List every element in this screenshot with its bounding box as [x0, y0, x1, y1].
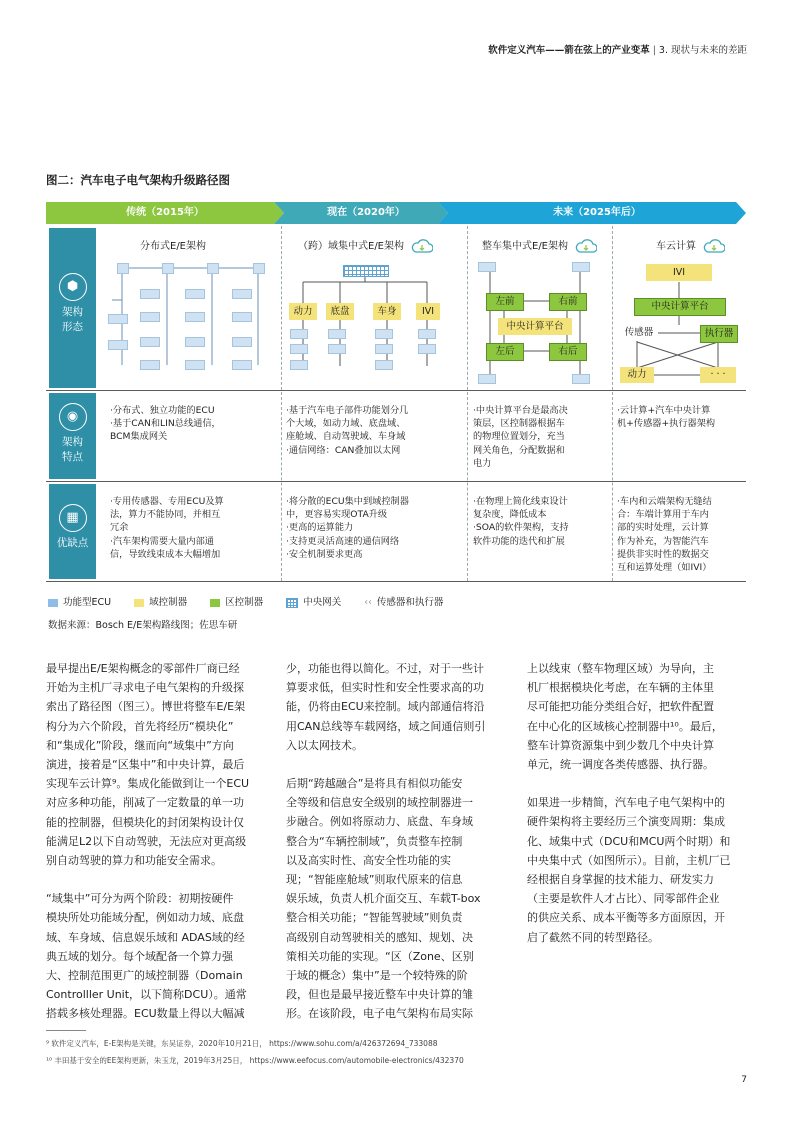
ecu-box: [418, 329, 436, 339]
figure-title: 图二：汽车电子电气架构升级路径图: [46, 173, 230, 187]
ecu-box: [108, 340, 128, 350]
body-column-3: [527, 659, 745, 966]
zone-controller-front-right: 右前: [549, 293, 587, 311]
ecu-box: [232, 312, 252, 322]
paragraph: 后期“跨越融合”是将具有相似功能安 全等级和信息安全级别的域控制器进一 步融合。例如将原动力、底盘、车身域 整合为“车辆控制域”，负责整车控制 以及高实时性、高安全性功能的实 现；“智能座舱域”则取代原来的信息 娱乐域，负责人机介面交互、车载T-box 整合相关功能；“智能驾驶域”则负责 高级别自动驾驶相关的感知、规划、决 策相关功能的实现。“区（Zone、区别 于域的概念）集中”是一个较特殊的阶 段，但也是最早接近整车中央计算的雏 形。在该阶段，电子电气架构布局实际: [286, 777, 481, 1021]
ecu-box: [140, 289, 160, 299]
ecu-box: [328, 344, 346, 354]
column-divider: [467, 226, 468, 581]
row-divider: [46, 581, 746, 582]
central-gateway-box: [343, 265, 389, 277]
legend-swatch: [48, 599, 58, 607]
proscons-vehicle-central: ·在物理上简化线束设计 复杂度，降低成本 ·SOA的软件架构，支持 软件功能的迭代和扩展: [473, 496, 569, 547]
ecu-box: [207, 263, 219, 274]
legend-swatch: ‹‹: [364, 597, 372, 608]
figure-legend: [48, 594, 463, 608]
ecu-box: [290, 360, 308, 370]
footnote-divider: [46, 1030, 86, 1031]
features-vehicle-cloud: ·云计算+汽车中央计算 机+传感器+执行器架构: [617, 405, 716, 430]
domain-controller-body: 车身: [373, 303, 401, 320]
row-divider: [46, 390, 746, 391]
body-column-1: [46, 659, 264, 1043]
ecu-box: [478, 262, 496, 272]
ecu-box: [290, 344, 308, 354]
column-divider: [281, 226, 282, 581]
row-label-architecture-features: ◉ 架构特点: [49, 393, 96, 479]
domain-controller-ivi: IVI: [416, 303, 440, 320]
column-divider: [612, 226, 613, 581]
legend-item: 功能型ECU: [48, 594, 111, 608]
paragraph: 如果进一步精简，汽车电子电气架构中的 硬件架构将主要经历三个演变周期：集成 化、域集中式（DCU和MCU两个时期）和 中央集中式（如图所示）。目前，主机厂已 经根据自身掌握的技术能力、研发实力 （主要是软件人才占比）、同零部件企业 的供应关系、成本平衡等多方面原因，开 启了截然不同的转型路径。: [527, 796, 731, 944]
legend-item: 域控制器: [134, 594, 187, 608]
eye-icon: ◉: [59, 403, 87, 431]
ecu-box: [572, 374, 590, 384]
ecu-box: [375, 344, 393, 354]
era-label-traditional: 传统（2015年）: [126, 207, 204, 218]
ecu-box: [140, 360, 160, 370]
proscons-domain: ·将分散的ECU集中到域控制器 中，更容易实现OTA升级 ·更高的运算能力 ·支持更灵活高速的通信网络 ·安全机制要求更高: [286, 496, 409, 560]
features-distributed: ·分布式、独立功能的ECU ·基于CAN和LIN总线通信， BCM集成网关: [110, 405, 221, 443]
ecu-box: [253, 263, 265, 274]
ecu-box: [232, 337, 252, 347]
running-header: 软件定义汽车——箭在弦上的产业变革 | 3. 现状与未来的差距: [488, 45, 747, 56]
ecu-box: [117, 263, 129, 274]
proscons-distributed: ·专用传感器、专用ECU及算 法，算力不能协同，并相互 冗余 ·汽车架构需要大量内部通 信，导致线束成本大幅增加: [110, 496, 224, 560]
legend-swatch: [286, 598, 298, 608]
zone-controller-front-left: 左前: [486, 293, 524, 311]
zone-controller-rear-right: 右后: [549, 343, 587, 361]
ecu-box: [140, 312, 160, 322]
column-title-vehicle-cloud: 车云计算: [656, 237, 725, 253]
features-vehicle-central: ·中央计算平台是最高决 策层，区控制器根据车 的物理位置划分，充当 网关角色，分配数据和 电力: [473, 405, 568, 469]
ecu-box: [140, 337, 160, 347]
actuator-node: 执行器: [700, 325, 738, 343]
ecu-box: [418, 344, 436, 354]
ecu-box: [375, 360, 393, 370]
ecu-box: [185, 312, 205, 322]
ecu-box: [232, 360, 252, 370]
ecu-box: [185, 289, 205, 299]
footnote-9: ⁹ 软件定义汽车，E-E架构是关键，东吴证券，2020年10月21日， https://www.sohu.com/a/426372694_733088: [46, 1039, 438, 1048]
era-label-future: 未来（2025年后）: [553, 207, 641, 218]
page-number: 7: [741, 1075, 747, 1085]
row-label-architecture-form: ⬢ 架构形态: [49, 228, 96, 388]
column-title-distributed: 分布式E/E架构: [140, 241, 207, 252]
ecu-box: [290, 329, 308, 339]
ecu-box: [478, 374, 496, 384]
cloud-icon: [703, 239, 725, 253]
features-domain: ·基于汽车电子部件功能划分几 个大域，如动力域、底盘域、 座舱域、自动驾驶域、车身域 ·通信网络：CAN叠加以太网: [286, 405, 409, 456]
cloud-icon: [575, 239, 597, 253]
ecu-box: [375, 329, 393, 339]
central-computing-platform-cloud: 中央计算平台: [634, 298, 726, 316]
ecu-box: [185, 360, 205, 370]
era-timeline: [46, 202, 746, 224]
more-node: · · ·: [700, 367, 736, 383]
legend-item: 区控制器: [210, 594, 263, 608]
zone-controller-rear-left: 左后: [486, 343, 524, 361]
body-column-2: [286, 659, 504, 1043]
central-computing-platform: 中央计算平台: [498, 318, 572, 335]
domain-controller-chassis: 底盘: [326, 303, 354, 320]
paragraph: “域集中”可分为两个阶段：初期按硬件 模块所处功能域分配，例如动力域、底盘 域、车身域、信息娱乐域和 ADAS域的经 典五域的划分。每个域配备一个算力强 大、控制范围更广的域控制器（Domain Controlller Unit，以下简称DCU）。通常 搭载多核处理器。ECU数量上得以大幅减: [46, 892, 247, 1021]
grid-icon: ▦: [59, 504, 87, 532]
ecu-box: [162, 263, 174, 274]
column-title-domain: （跨）域集中式E/E架构: [298, 237, 433, 253]
ecu-box: [328, 329, 346, 339]
legend-swatch: [134, 599, 144, 607]
paragraph: 上以线束（整车物理区域）为导向，主 机厂根据模块化考虑，在车辆的主体里 尽可能把功能分类组合好，把软件配置 在中心化的区域核心控制器中¹⁰。最后， 整车计算资源集中到少数几个中央计算 单元，统一调度各类传感器、执行器。: [527, 662, 723, 772]
power-node: 动力: [620, 367, 654, 383]
header-section: 3. 现状与未来的差距: [658, 45, 747, 56]
era-label-present: 现在（2020年）: [327, 207, 405, 218]
ecu-box: [232, 289, 252, 299]
domain-controller-power: 动力: [289, 303, 317, 320]
paragraph: 少，功能也得以简化。不过，对于一些计 算要求低，但实时性和安全性要求高的功 能，仍将由ECU来控制。域内部通信将沿 用CAN总线等车载网络，域之间通信则引 入以太网技术。: [286, 662, 486, 752]
footnote-10: ¹⁰ 丰田基于安全的EE架构更新，朱玉龙，2019年3月25日， https://www.eefocus.com/automobile-electronics/432370: [46, 1056, 464, 1065]
paragraph: 最早提出E/E架构概念的零部件厂商已经 开始为主机厂寻求电子电气架构的升级探 索出了路径图（图三）。博世将整车E/E架 构分为六个阶段，首先将经历“模块化” 和“集成化”阶段，继而向“域集中”方向 演进，接着是“区集中”和中央计算，最后 实现车云计算⁹。集成化能做到让一个ECU 对应多种功能，削减了一定数量的单一功 能的控制器，但模块化的封闭架构设计仅 能满足L2以下自动驾驶，无法应对更高级 别自动驾驶的算力和功能安全需求。: [46, 662, 250, 868]
cloud-icon: [411, 239, 433, 253]
sensor-node: 传感器: [620, 325, 658, 341]
cube-icon: ⬢: [59, 273, 87, 301]
header-title: 软件定义汽车——箭在弦上的产业变革: [488, 45, 650, 56]
figure-source: 数据来源：Bosch E/E架构路线图；佐思车研: [48, 620, 238, 631]
proscons-vehicle-cloud: ·车内和云端架构无缝结 合：车端计算用于车内 部的实时处理，云计算 作为补充，为智能汽车 提供非实时性的数据交 互和运算处理（如IVI）: [617, 496, 712, 574]
legend-item: 中央网关: [286, 594, 341, 608]
row-label-pros-cons: ▦ 优缺点: [49, 484, 96, 579]
legend-swatch: [210, 599, 220, 607]
row-divider: [46, 481, 746, 482]
legend-item: ‹‹ 传感器和执行器: [364, 597, 444, 608]
ecu-box: [185, 337, 205, 347]
ecu-box: [572, 262, 590, 272]
ecu-box: [108, 314, 128, 324]
ivi-node: IVI: [646, 264, 712, 281]
column-title-vehicle-central: 整车集中式E/E架构: [482, 237, 597, 253]
